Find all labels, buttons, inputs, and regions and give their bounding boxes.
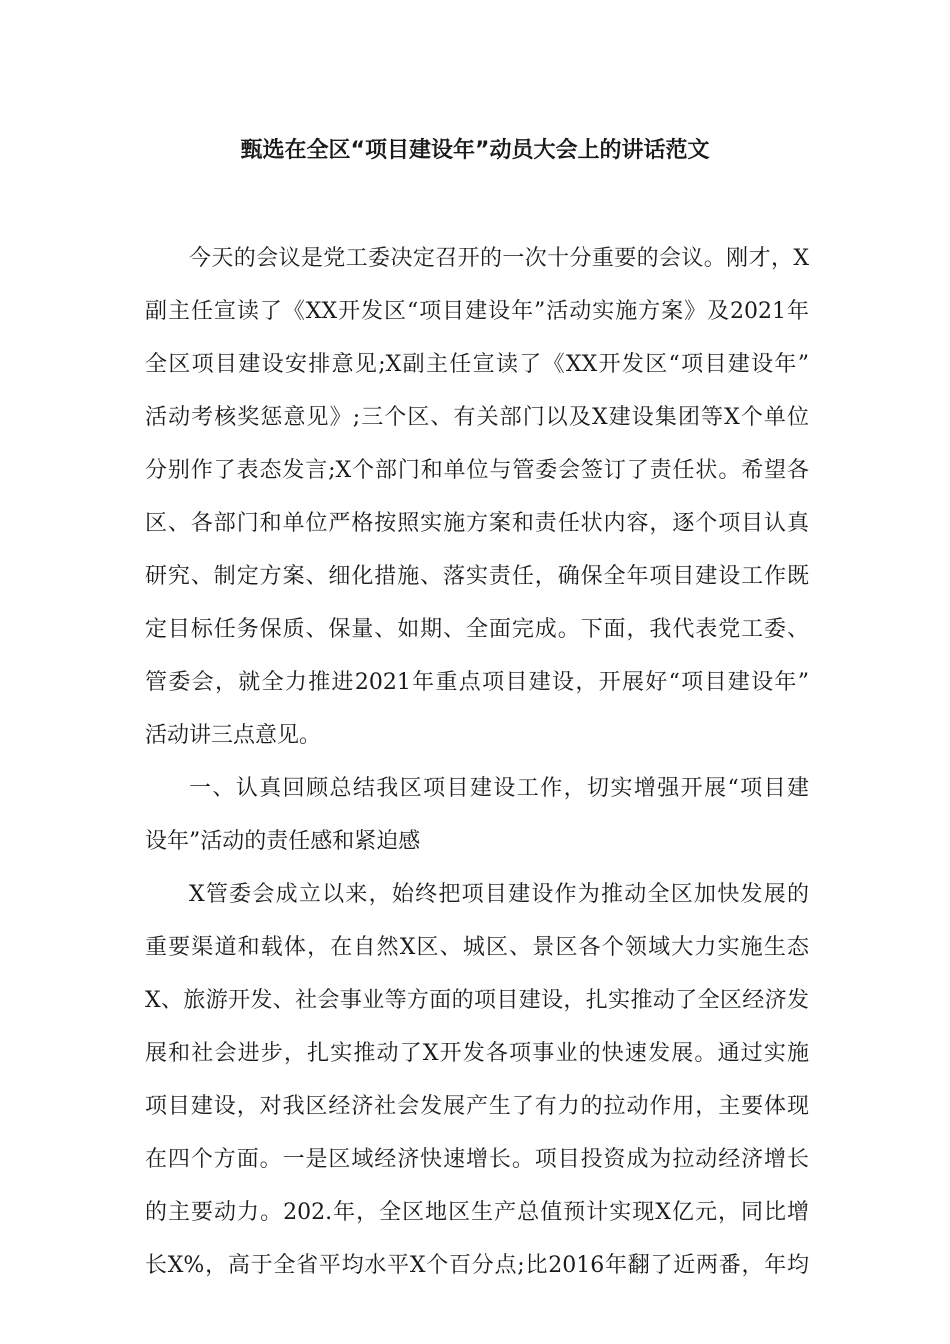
text-line: 管委会，就全力推进2021年重点项目建设，开展好“项目建设年” (145, 670, 809, 695)
text-line: X、旅游开发、社会事业等方面的项目建设，扎实推动了全区经济发 (145, 988, 809, 1013)
text-line: 展和社会进步，扎实推动了X开发各项事业的快速发展。通过实施 (145, 1041, 809, 1066)
text-line: 重要渠道和载体，在自然X区、城区、景区各个领域大力实施生态 (145, 935, 809, 960)
text-line: 区、各部门和单位严格按照实施方案和责任状内容，逐个项目认真 (145, 511, 809, 536)
text-line: 在四个方面。一是区域经济快速增长。项目投资成为拉动经济增长 (145, 1147, 809, 1172)
text-line: 全区项目建设安排意见;X副主任宣读了《XX开发区“项目建设年” (145, 352, 809, 377)
text-line: 活动讲三点意见。 (145, 723, 322, 748)
section-heading-1 (145, 762, 809, 868)
text-line: 副主任宣读了《XX开发区“项目建设年”活动实施方案》及2021年 (145, 299, 809, 324)
text-line: 活动考核奖惩意见》;三个区、有关部门以及X建设集团等X个单位 (145, 405, 809, 430)
text-line: 一、认真回顾总结我区项目建设工作，切实增强开展“项目建 (189, 776, 809, 801)
text-line: 设年”活动的责任感和紧迫感 (145, 829, 421, 854)
text-line: X管委会成立以来，始终把项目建设作为推动全区加快发展的 (189, 882, 809, 907)
document-body (145, 232, 809, 1292)
text-line: 定目标任务保质、保量、如期、全面完成。下面，我代表党工委、 (145, 617, 809, 642)
text-line: 长X%，高于全省平均水平X个百分点;比2016年翻了近两番，年均 (145, 1253, 809, 1278)
text-line: 项目建设，对我区经济社会发展产生了有力的拉动作用，主要体现 (145, 1094, 809, 1119)
document-title: 甄选在全区“项目建设年”动员大会上的讲话范文 (240, 138, 710, 163)
text-line: 的主要动力。202.年，全区地区生产总值预计实现X亿元，同比增 (145, 1200, 809, 1225)
text-line: 研究、制定方案、细化措施、落实责任，确保全年项目建设工作既 (145, 564, 809, 589)
paragraph-opening (145, 232, 809, 762)
text-line: 今天的会议是党工委决定召开的一次十分重要的会议。刚才，X (189, 246, 809, 271)
text-line: 分别作了表态发言;X个部门和单位与管委会签订了责任状。希望各 (145, 458, 809, 483)
paragraph-review (145, 868, 809, 1292)
